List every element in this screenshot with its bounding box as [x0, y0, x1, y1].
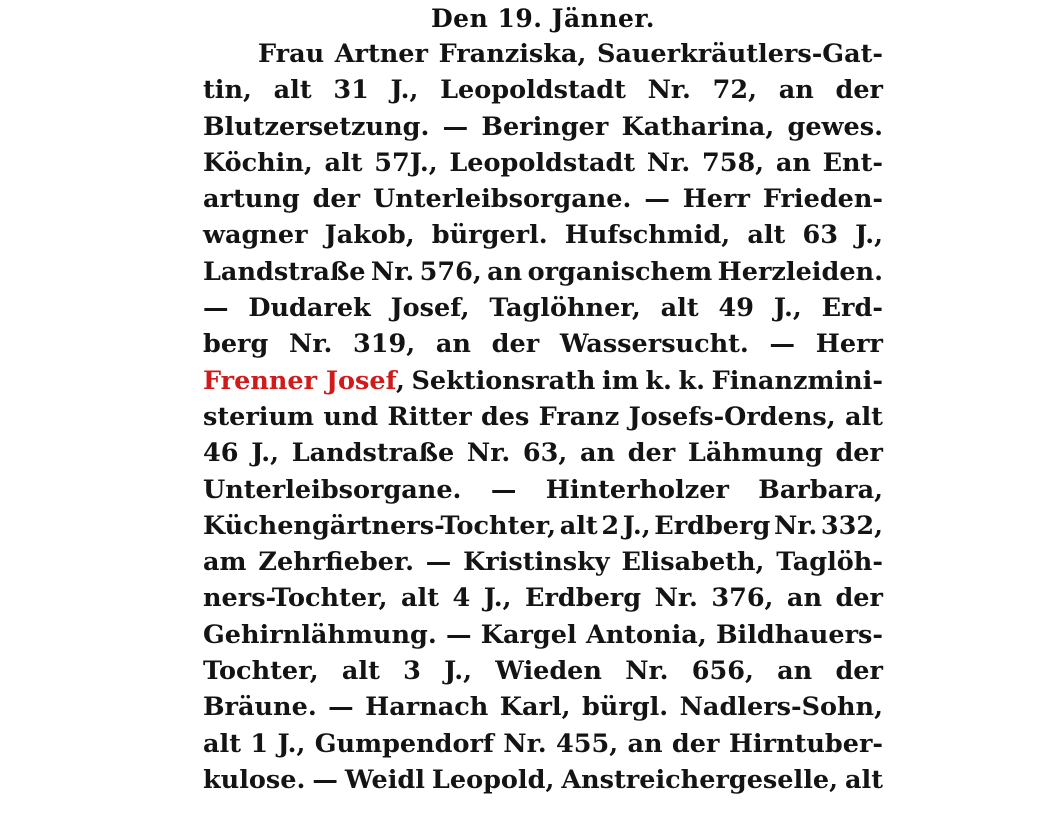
- word: Herr: [682, 184, 750, 215]
- text-line: [203, 36, 883, 72]
- text-line: [203, 472, 883, 508]
- word: 656,: [691, 656, 754, 687]
- word: k.: [645, 365, 672, 396]
- text-line: [203, 109, 883, 145]
- word: Beringer: [481, 111, 609, 142]
- word: Elisabeth,: [621, 547, 765, 578]
- word: Bräune.: [203, 692, 317, 723]
- word: Köchin,: [203, 147, 313, 178]
- word: —: [446, 619, 472, 650]
- word: Frieden-: [762, 184, 883, 215]
- word: 576,: [419, 256, 482, 287]
- text-line: [203, 72, 883, 108]
- word: Sauerkräutlers-Gat-: [596, 39, 883, 69]
- word: an: [435, 329, 471, 360]
- word: und: [323, 401, 379, 432]
- word: k.: [678, 365, 705, 396]
- word: Kargel: [480, 619, 577, 650]
- date-heading: Den 19. Jänner.: [430, 4, 656, 33]
- word: kulose.: [203, 764, 306, 795]
- word: Gehirnlähmung.: [203, 619, 437, 650]
- word: Nr.: [503, 728, 547, 759]
- word: Tochter,: [203, 656, 319, 687]
- word: alt: [273, 75, 312, 106]
- word: Antonia,: [585, 619, 707, 650]
- word: —: [312, 764, 338, 795]
- word: Nr.: [773, 510, 818, 541]
- word: Jakob,: [324, 220, 415, 251]
- word: alt: [341, 656, 380, 687]
- word: alt: [844, 401, 883, 432]
- word: an: [778, 75, 814, 106]
- text-line: [203, 689, 883, 725]
- word: der: [491, 329, 540, 360]
- word: Hirntuber-: [728, 728, 883, 759]
- word: 3: [403, 656, 421, 687]
- word: 332,: [820, 510, 883, 541]
- word: Erdberg: [525, 583, 642, 614]
- word: Blutzersetzung.: [203, 111, 430, 142]
- word: Nr.: [289, 329, 333, 360]
- word: 455,: [555, 728, 619, 759]
- word: wagner: [203, 220, 308, 251]
- word: Taglöh-: [776, 547, 883, 578]
- word: Nr.: [625, 656, 669, 687]
- word: 2: [601, 510, 620, 541]
- word: alt: [203, 728, 241, 759]
- word: —: [644, 184, 670, 215]
- text-line: [203, 145, 883, 181]
- word: der: [835, 438, 883, 469]
- word: an: [487, 256, 523, 287]
- word: des: [480, 401, 530, 432]
- word: am: [203, 547, 247, 578]
- word: Leopoldstadt: [440, 75, 626, 106]
- word: Unterleibsorgane.: [372, 184, 632, 215]
- text-line: [203, 217, 883, 253]
- word: Taglöhner,: [489, 293, 641, 324]
- text-line: [203, 508, 883, 544]
- word: Nr.: [466, 438, 511, 469]
- highlighted-name: [203, 363, 405, 399]
- word: 376,: [711, 583, 774, 614]
- word: an: [786, 583, 822, 614]
- word: Herzleiden.: [717, 256, 883, 287]
- word: der: [671, 728, 720, 759]
- word: Herr: [815, 329, 883, 360]
- word: an: [777, 656, 813, 687]
- word: Karl,: [499, 692, 571, 723]
- highlighted-name-text: Frenner Josef: [203, 365, 396, 396]
- text-column: [203, 2, 883, 798]
- word: Nr.: [646, 147, 691, 178]
- word: —: [203, 293, 229, 324]
- word: bürgl.: [581, 692, 669, 723]
- word: Hufschmid,: [564, 220, 731, 251]
- text-line: [203, 762, 883, 798]
- word: artung: [203, 184, 300, 215]
- word: Josefs-Ordens,: [628, 401, 836, 432]
- word: 49: [718, 293, 755, 324]
- word: alt: [660, 293, 699, 324]
- word: an: [775, 147, 811, 178]
- word: Frau: [258, 39, 325, 69]
- word: J.,: [277, 728, 306, 759]
- text-line: [203, 544, 883, 580]
- word: —: [769, 329, 796, 360]
- word: Ritter: [387, 401, 472, 432]
- word: Wassersucht.: [559, 329, 749, 360]
- word: Franz: [538, 401, 620, 432]
- word: Wieden: [495, 656, 602, 687]
- word: Hinterholzer: [545, 474, 729, 505]
- word: 63: [802, 220, 838, 251]
- text-line: [203, 181, 883, 217]
- word: Lähmung: [687, 438, 823, 469]
- text-line: [203, 254, 883, 290]
- word: Erd-: [821, 293, 883, 324]
- word: Nr.: [647, 75, 691, 106]
- word: der: [627, 438, 676, 469]
- word: Franziska,: [438, 39, 587, 69]
- word: Sektionsrath: [411, 365, 596, 396]
- text-line: [203, 580, 883, 616]
- word: alt: [845, 764, 883, 795]
- word: Erdberg: [654, 510, 771, 541]
- text-line: [203, 435, 883, 471]
- text-line: [203, 617, 883, 653]
- word: 63,: [522, 438, 568, 469]
- text-line: [203, 653, 883, 689]
- word: 319,: [353, 329, 416, 360]
- word: Nr.: [370, 256, 415, 287]
- word: —: [442, 111, 469, 142]
- word: berg: [203, 329, 269, 360]
- word: sterium: [203, 401, 315, 432]
- word: Leopoldstadt: [449, 147, 636, 178]
- word: 72,: [712, 75, 757, 106]
- word: Gumpendorf: [314, 728, 494, 759]
- word: Finanzmini-: [711, 365, 883, 396]
- word: J.,: [483, 583, 512, 614]
- text-line: [203, 363, 883, 399]
- word: 1: [250, 728, 269, 759]
- word: Unterleibsorgane.: [203, 474, 462, 505]
- word: Nadlers-Sohn,: [679, 692, 883, 723]
- word: Leopold,: [431, 764, 555, 795]
- word: 4: [452, 583, 471, 614]
- word: Landstraße: [203, 256, 366, 287]
- word: Dudarek: [248, 293, 371, 324]
- word: Kristinsky: [463, 547, 610, 578]
- word: tin,: [203, 75, 252, 106]
- word: an: [579, 438, 616, 469]
- punctuation: ,: [396, 365, 405, 396]
- word: J.,: [622, 510, 651, 541]
- word: Bildhauers-: [715, 619, 883, 650]
- word: Barbara,: [758, 474, 883, 505]
- word: J.,: [444, 656, 472, 687]
- word: gewes.: [787, 111, 883, 142]
- word: J.,: [390, 75, 419, 106]
- death-notices-body: [203, 36, 883, 798]
- word: Ent-: [822, 147, 883, 178]
- word: ners-Tochter,: [203, 583, 388, 614]
- word: J.,: [773, 293, 802, 324]
- word: an: [627, 728, 663, 759]
- word: J.,: [251, 438, 280, 469]
- word: —: [490, 474, 517, 505]
- word: Landstraße: [291, 438, 455, 469]
- word: der: [835, 656, 883, 687]
- word: Zehrfieber.: [258, 547, 414, 578]
- word: alt: [747, 220, 786, 251]
- word: der: [835, 75, 883, 106]
- word: —: [328, 692, 354, 723]
- word: Katharina,: [621, 111, 775, 142]
- word: Josef,: [390, 293, 470, 324]
- word: alt: [401, 583, 439, 614]
- word: 31: [333, 75, 369, 106]
- word: Nr.: [654, 583, 698, 614]
- word: der: [835, 583, 883, 614]
- text-line: [203, 326, 883, 362]
- word: J.,: [855, 220, 883, 251]
- text-line: [203, 290, 883, 326]
- word: bürgerl.: [431, 220, 548, 251]
- word: im: [602, 365, 639, 396]
- word: 46: [203, 438, 239, 469]
- word: 57J.,: [374, 147, 438, 178]
- word: alt: [324, 147, 363, 178]
- word: Artner: [334, 39, 428, 69]
- word: Anstreichergeselle,: [561, 764, 838, 795]
- word: alt: [559, 510, 598, 541]
- text-line: [203, 399, 883, 435]
- text-line: [203, 726, 883, 762]
- word: Küchengärtners-Tochter,: [203, 510, 557, 541]
- word: 758,: [701, 147, 765, 178]
- word: Harnach: [365, 692, 489, 723]
- word: —: [425, 547, 452, 578]
- word: organischem: [527, 256, 713, 287]
- word: Weidl: [344, 764, 425, 795]
- word: der: [312, 184, 361, 215]
